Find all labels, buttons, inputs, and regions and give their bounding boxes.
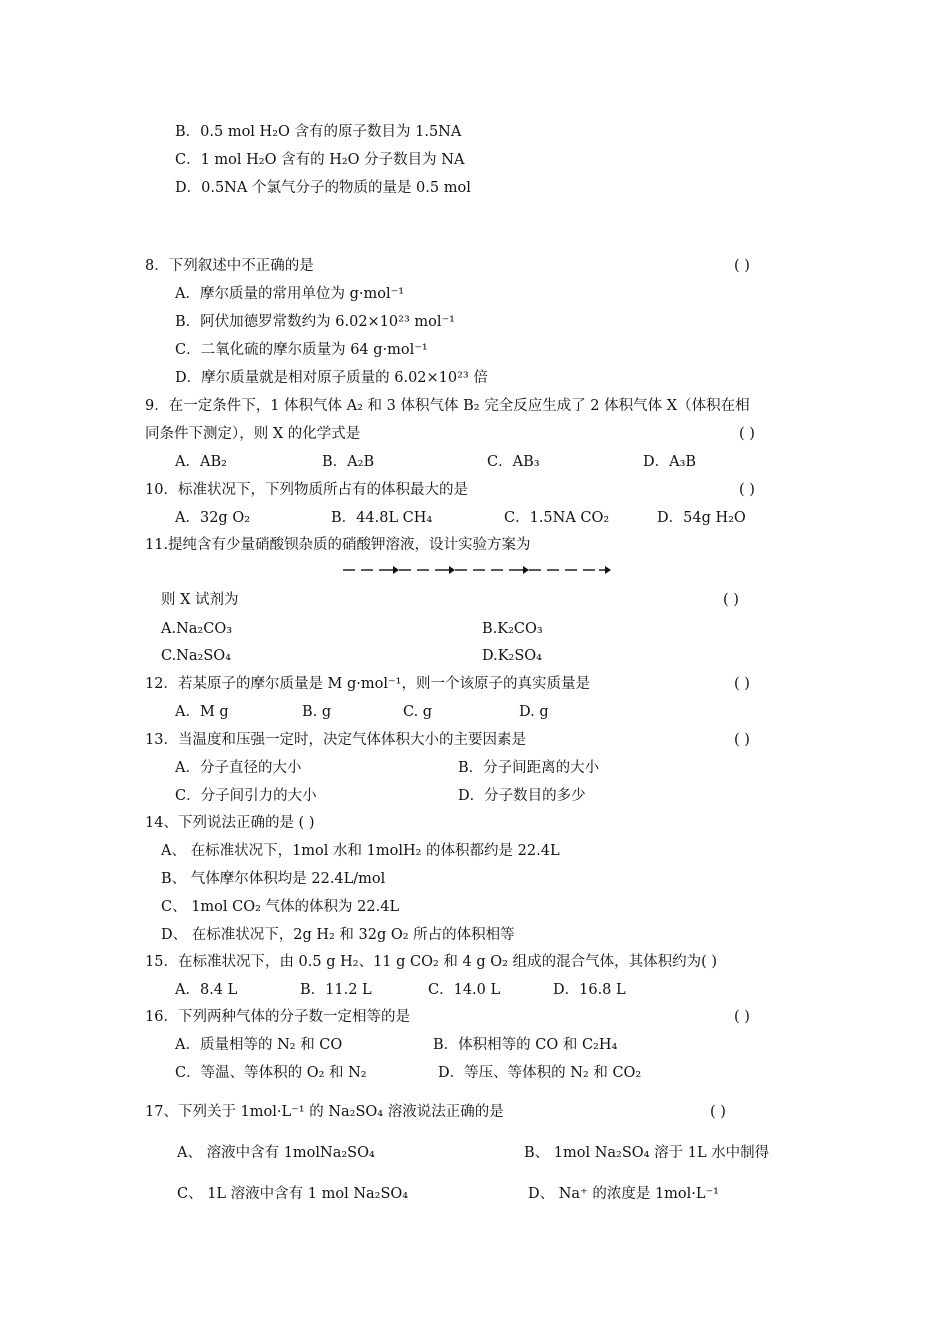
q8-answer-blank: ( ) <box>734 258 750 274</box>
q15-stem: 15．在标准状况下，由 0.5 g H₂、11 g CO₂ 和 4 g O₂ 组成的混合气体，其体积约为( ) <box>145 954 717 970</box>
q14-option-a: A、 在标准状况下，1mol 水和 1molH₂ 的体积都约是 22.4L <box>161 843 560 859</box>
q11-stem: 11.提纯含有少量硝酸钡杂质的硝酸钾溶液，设计实验方案为 <box>145 537 531 553</box>
q14-option-b: B、 气体摩尔体积均是 22.4L/mol <box>161 871 386 887</box>
q14-option-d: D、 在标准状况下，2g H₂ 和 32g O₂ 所占的体积相等 <box>161 927 515 943</box>
q15-option-a: A．8.4 L <box>175 982 238 998</box>
q9-option-a: A．AB₂ <box>175 454 227 470</box>
q9-stem-line2: 同条件下测定），则 X 的化学式是 <box>145 426 361 442</box>
q16-option-a: A．质量相等的 N₂ 和 CO <box>175 1037 343 1053</box>
q15-option-c: C．14.0 L <box>428 982 501 998</box>
q8-option-b: B．阿伏加德罗常数约为 6.02×10²³ mol⁻¹ <box>175 314 455 330</box>
q8-option-a: A．摩尔质量的常用单位为 g·mol⁻¹ <box>175 286 405 302</box>
q17-answer-blank: ( ) <box>710 1104 726 1120</box>
q7-option-c: C．1 mol H₂O 含有的 H₂O 分子数目为 NA <box>175 152 465 168</box>
q17-option-d: D、 Na⁺ 的浓度是 1mol·L⁻¹ <box>528 1186 719 1202</box>
q11-option-b: B.K₂CO₃ <box>482 621 543 637</box>
q13-option-b: B．分子间距离的大小 <box>458 760 600 776</box>
q13-option-a: A．分子直径的大小 <box>175 760 302 776</box>
q9-option-c: C．AB₃ <box>487 454 540 470</box>
q16-option-c: C．等温、等体积的 O₂ 和 N₂ <box>175 1065 367 1081</box>
q17-stem: 17、下列关于 1mol·L⁻¹ 的 Na₂SO₄ 溶液说法正确的是 <box>145 1104 504 1120</box>
q10-option-c: C．1.5NA CO₂ <box>504 510 610 526</box>
q11-option-d: D.K₂SO₄ <box>482 648 542 664</box>
q12-option-c: C. g <box>403 704 433 720</box>
q13-stem: 13．当温度和压强一定时，决定气体体积大小的主要因素是 <box>145 732 526 748</box>
q12-answer-blank: ( ) <box>734 676 750 692</box>
q15-option-d: D．16.8 L <box>553 982 626 998</box>
q9-answer-blank: ( ) <box>739 426 755 442</box>
q13-option-c: C．分子间引力的大小 <box>175 788 317 804</box>
q14-stem: 14、下列说法正确的是 ( ) <box>145 815 315 831</box>
q12-option-b: B. g <box>302 704 332 720</box>
q12-stem: 12．若某原子的摩尔质量是 M g·mol⁻¹，则一个该原子的真实质量是 <box>145 676 590 692</box>
q16-stem: 16．下列两种气体的分子数一定相等的是 <box>145 1009 410 1025</box>
q9-stem-line1: 9．在一定条件下，1 体积气体 A₂ 和 3 体积气体 B₂ 完全反应生成了 2 体积气体 X（体积在相 <box>145 398 750 414</box>
q17-option-a: A、 溶液中含有 1molNa₂SO₄ <box>177 1145 375 1161</box>
q11-reagent-prompt: 则 X 试剂为 <box>161 592 239 608</box>
q8-option-c: C．二氧化硫的摩尔质量为 64 g·mol⁻¹ <box>175 342 428 358</box>
q16-answer-blank: ( ) <box>734 1009 750 1025</box>
q16-option-d: D．等压、等体积的 N₂ 和 CO₂ <box>438 1065 642 1081</box>
q8-stem: 8．下列叙述中不正确的是 <box>145 258 314 274</box>
q11-option-c: C.Na₂SO₄ <box>161 648 231 664</box>
q9-option-b: B．A₂B <box>322 454 375 470</box>
q13-option-d: D．分子数目的多少 <box>458 788 586 804</box>
q12-option-a: A．M g <box>175 704 229 720</box>
q10-option-d: D．54g H₂O <box>657 510 746 526</box>
q7-option-d: D．0.5NA 个氯气分子的物质的量是 0.5 mol <box>175 180 471 196</box>
q17-option-b: B、 1mol Na₂SO₄ 溶于 1L 水中制得 <box>524 1145 770 1161</box>
q10-option-b: B．44.8L CH₄ <box>331 510 433 526</box>
q11-flow-arrows <box>343 562 611 578</box>
q7-option-b: B．0.5 mol H₂O 含有的原子数目为 1.5NA <box>175 124 462 140</box>
q8-option-d: D．摩尔质量就是相对原子质量的 6.02×10²³ 倍 <box>175 370 488 386</box>
q13-answer-blank: ( ) <box>734 732 750 748</box>
q14-option-c: C、 1mol CO₂ 气体的体积为 22.4L <box>161 899 400 915</box>
q12-option-d: D. g <box>519 704 549 720</box>
q10-stem: 10．标准状况下，下列物质所占有的体积最大的是 <box>145 482 468 498</box>
q10-answer-blank: ( ) <box>739 482 755 498</box>
q10-option-a: A．32g O₂ <box>175 510 251 526</box>
q9-option-d: D．A₃B <box>643 454 697 470</box>
q16-option-b: B．体积相等的 CO 和 C₂H₄ <box>433 1037 618 1053</box>
q11-answer-blank: ( ) <box>723 592 739 608</box>
q15-option-b: B．11.2 L <box>300 982 372 998</box>
q11-option-a: A.Na₂CO₃ <box>161 621 233 637</box>
q17-option-c: C、 1L 溶液中含有 1 mol Na₂SO₄ <box>177 1186 409 1202</box>
